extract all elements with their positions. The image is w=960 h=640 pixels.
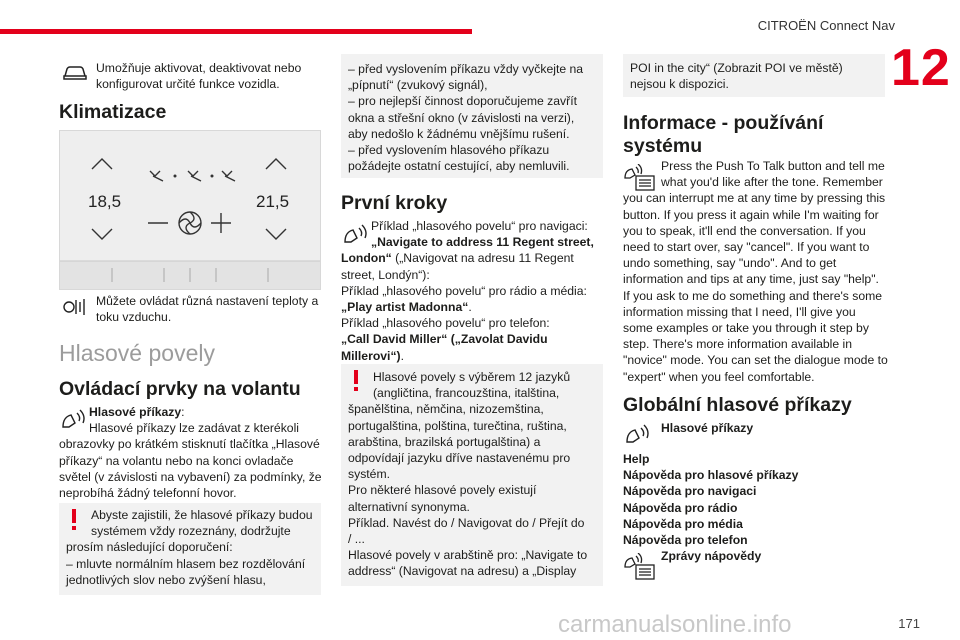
informace-text: Press the Push To Talk button and tell me what you'd like after the tone. Remember you can interrupt me at any time by pressing this button. If you press it again while I'm waiting for you to speak, it'll end the conversation. If you need to start over, say "cancel". If you want to undo something, say "undo". And to get information and tips at any time, just say "help". If you ask to me do something and there's some information missing that I need, I'll give you some examples or take you through it step by step. There's more information available in "novice" mode. You can set the dialogue mode to "expert" when you feel comfortable.: [623, 159, 888, 384]
fan-plus-icon: [211, 213, 231, 233]
heading-prvni-kroky: První kroky: [341, 192, 448, 214]
note-box-2: Hlasové povely s výběrem 12 jazyků (angličtina, francouzština, italština, španělština, němčina, nizozemština, portugalština, polština, turečtina, ruština, arabština, brazilská portugalština) a odpovídají jazyku dříve nastavenému pro systém. Pro některé hlasové povely existují alternativní synonyma. Příklad. Navést do / Navigovat do / Přejít do / ... Hlasové povely v arabštině pro: „Navigate to address“ (Navigovat na adresu) a „Display: [341, 364, 603, 586]
klima-desc: Můžete ovládat různá nastavení teploty a toku vzduchu.: [96, 294, 319, 325]
climate-settings-icon: [62, 296, 88, 318]
voice-command-icon: [625, 424, 651, 448]
glob-command-list: Help Nápověda pro hlasové příkazy Nápověda pro navigaci Nápověda pro rádio Nápověda pro média Nápověda pro telefon: [623, 452, 799, 548]
note-box-1: Abyste zajistili, že hlasové příkazy budou systémem vždy rozeznány, dodržujte prosím následující doporučení: – mluvte normálním hlasem bez rozdělování jednotlivých slov nebo zvýšení hlasu,: [59, 503, 321, 595]
left-temp-down-icon: [92, 229, 112, 239]
left-temp-up-icon: [92, 159, 112, 169]
heading-informace: Informace - používání systému: [623, 112, 824, 157]
prvni-kroky-text: Příklad „hlasového povelu“ pro navigaci: „Navigate to address 11 Regent street, London“ („Navigovat na adresu 11 Regent street, Londýn“): Příklad „hlasového povelu“ pro rádio a média: „Play artist Madonna“. Příklad „hlasového povelu“ pro telefon: „Call David Miller“ („Zavolat Davidu Millerovi“).: [341, 219, 594, 363]
heading-klimatizace: Klimatizace: [59, 101, 167, 123]
left-temp-value: 18,5: [88, 192, 122, 211]
heading-globalni-prikazy: Globální hlasové příkazy: [623, 394, 852, 416]
glob-label: Hlasové příkazy: [661, 421, 754, 435]
header-red-bar: [0, 29, 472, 34]
right-temp-up-icon: [266, 159, 286, 169]
right-temp-value: 21,5: [256, 192, 290, 211]
hlasove-prikazy-para: Hlasové příkazy: Hlasové příkazy lze zadávat z kterékoli obrazovky po krátkém stisknutí tlačítka „Hlasové příkazy“ na volantu nebo na konci ovladače světel (v závislosti na vybavení) za podmínky, že neprobíhá žádný telefonní hovor.: [59, 405, 322, 501]
watermark: carmanualsonline.info: [558, 611, 792, 638]
page-number: 171: [898, 616, 920, 631]
glob-response: Zprávy nápovědy: [661, 549, 762, 563]
header-brand: CITROËN Connect Nav: [757, 18, 895, 33]
right-temp-down-icon: [266, 229, 286, 239]
heading-ovladaci-prvky: Ovládací prvky na volantu: [59, 378, 301, 400]
note-box-1-continued: – před vyslovením příkazu vždy vyčkejte na „pípnutí“ (zvukový signál), – pro nejlepší činnost doporučujeme zavřít okna a střešní okno (v závislosti na verzi), aby nedošlo k žádnému vnějšímu rušení. – před vyslovením hlasového příkazu požádejte ostatní cestující, aby nemluvili.: [341, 54, 603, 178]
voice-screen-icon: [624, 553, 656, 581]
heading-hlasove-povely: Hlasové povely: [59, 340, 215, 366]
intro-text: Umožňuje aktivovat, deaktivovat nebo konfigurovat určité funkce vozidla.: [96, 61, 302, 92]
car-settings-icon: [62, 62, 88, 82]
chapter-number: 12: [891, 39, 951, 97]
note-box-2-continued: POI in the city“ (Zobrazit POI ve městě) nejsou k dispozici.: [623, 54, 885, 97]
climate-screen-illustration: [59, 130, 321, 290]
